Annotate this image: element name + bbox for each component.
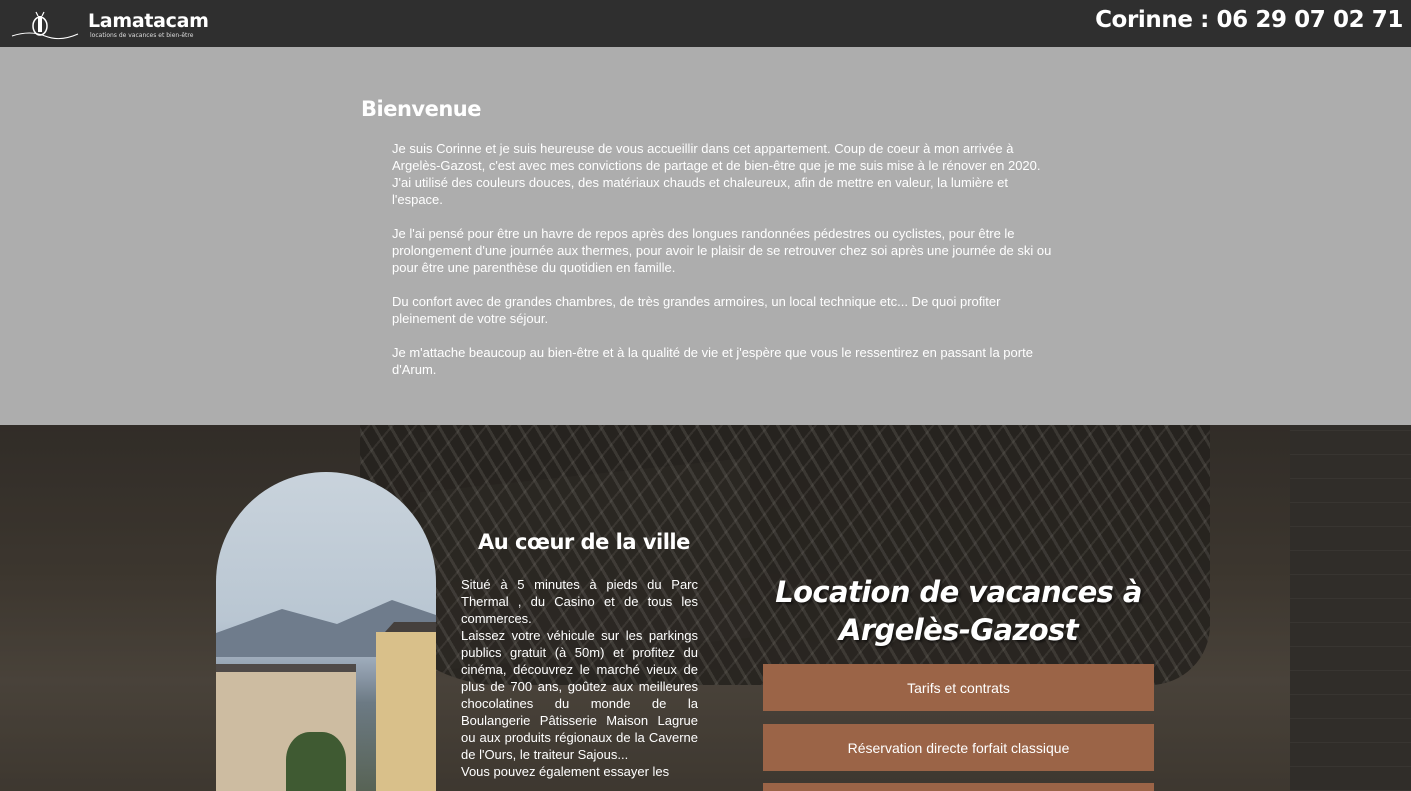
logo-name: Lamatacam [88, 10, 209, 32]
hero-overlay [0, 425, 1411, 791]
logo-tagline: locations de vacances et bien-être [90, 32, 194, 39]
coeur-paragraph: Laissez votre véhicule sur les parkings publics gratuit (à 50m) et profitez du cinéma, découvrez le marché vieux de plus de 700 ans, goûtez aux meilleures chocolatines du monde de la Boulangerie Pâtisserie Maison Lagrue ou aux produits régionaux de la Caverne de l'Ours, le traiteur Sajous... [461, 628, 698, 762]
welcome-title: Bienvenue [361, 97, 481, 121]
location-title: Location de vacances à Argelès-Gazost [775, 575, 1142, 647]
welcome-paragraph: Du confort avec de grandes chambres, de très grandes armoires, un local technique etc... De quoi profiter pleinement de votre séjour. [392, 294, 1001, 326]
welcome-paragraph: Je m'attache beaucoup au bien-être et à la qualité de vie et j'espère que vous le ressentirez en passant la porte d'Arum. [392, 345, 1033, 377]
tarifs-button[interactable]: Tarifs et contrats [763, 664, 1154, 711]
town-arch-image [216, 472, 436, 791]
llama-logo-icon [10, 6, 80, 42]
welcome-section [0, 47, 1411, 425]
welcome-text [392, 140, 1057, 395]
third-button[interactable] [763, 783, 1154, 791]
coeur-text [461, 576, 698, 780]
welcome-paragraph: Je suis Corinne et je suis heureuse de vous accueillir dans cet appartement. Coup de coeur à mon arrivée à Argelès-Gazost, c'est avec mes convictions de partage et de bien-être que je me suis mise à le rénover en 2020. J'ai utilisé des couleurs douces, des matériaux chauds et chaleureux, afin de mettre en valeur, la lumière et l'espace. [392, 141, 1041, 207]
site-header [0, 0, 1411, 47]
reservation-button[interactable]: Réservation directe forfait classique [763, 724, 1154, 771]
building-shape [376, 632, 436, 791]
hero-background-photo [0, 425, 1411, 791]
coeur-paragraph: Vous pouvez également essayer les [461, 764, 670, 779]
coeur-paragraph: Situé à 5 minutes à pieds du Parc Thermal , du Casino et de tous les commerces. [461, 577, 698, 626]
contact-phone[interactable]: Corinne : 06 29 07 02 71 [1095, 7, 1403, 33]
coeur-title: Au cœur de la ville [478, 530, 690, 554]
site-logo[interactable] [10, 6, 210, 42]
welcome-paragraph: Je l'ai pensé pour être un havre de repos après des longues randonnées pédestres ou cyclistes, pour être le prolongement d'une journée aux thermes, pour avoir le plaisir de se retrouver chez soi après une journée de ski ou pour être une parenthèse du quotidien en famille. [392, 226, 1052, 275]
tree-shape [286, 732, 346, 791]
